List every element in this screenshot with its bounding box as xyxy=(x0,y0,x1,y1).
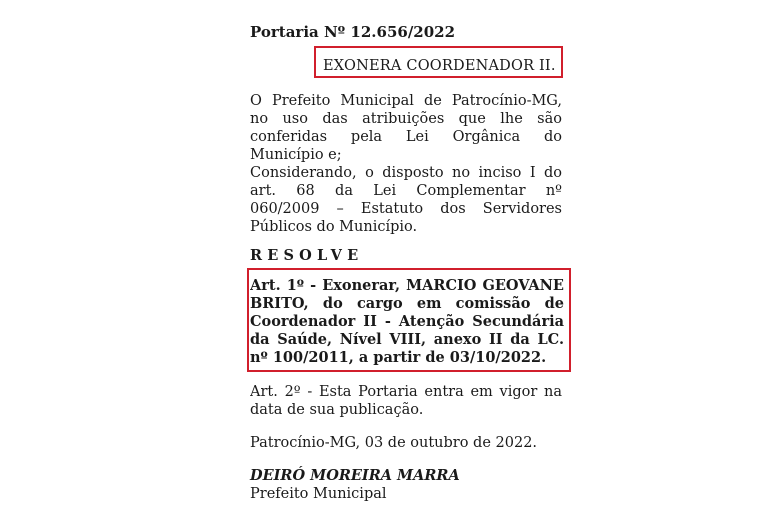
article-1-paragraph xyxy=(250,277,564,367)
article-2-line: data de sua publicação. xyxy=(250,402,424,418)
considering-line: Considerando, o disposto no inciso I do xyxy=(250,165,562,181)
preamble-line: no uso das atribuições que lhe são xyxy=(250,111,562,127)
article-1-line: Coordenador II - Atenção Secundária xyxy=(250,313,564,330)
dateline: Patrocínio-MG, 03 de outubro de 2022. xyxy=(250,435,538,451)
signer-role: Prefeito Municipal xyxy=(250,486,387,502)
article-1-line: BRITO, do cargo em comissão de xyxy=(250,295,564,312)
considering-line: Públicos do Município. xyxy=(250,219,418,235)
preamble-paragraph xyxy=(250,92,562,164)
preamble-line: conferidas pela Lei Orgânica do xyxy=(250,129,562,145)
resolve-heading: RESOLVE xyxy=(250,247,364,264)
considering-paragraph xyxy=(250,164,562,236)
article-2-line: Art. 2º - Esta Portaria entra em vigor na xyxy=(250,384,562,400)
considering-line: art. 68 da Lei Complementar nº xyxy=(250,183,562,199)
signer-name: DEIRÓ MOREIRA MARRA xyxy=(250,467,460,484)
document-ementa: EXONERA COORDENADOR II. xyxy=(323,58,556,74)
document-title: Portaria Nº 12.656/2022 xyxy=(250,23,456,41)
considering-line: 060/2009 – Estatuto dos Servidores xyxy=(250,201,562,217)
article-2-paragraph xyxy=(250,383,562,419)
preamble-line: Município e; xyxy=(250,147,342,163)
article-1-line: Art. 1º - Exonerar, MARCIO GEOVANE xyxy=(250,277,564,294)
article-1-line: da Saúde, Nível VIII, anexo II da LC. xyxy=(250,331,564,348)
preamble-line: O Prefeito Municipal de Patrocínio-MG, xyxy=(250,93,562,109)
article-1-line: nº 100/2011, a partir de 03/10/2022. xyxy=(250,349,547,366)
